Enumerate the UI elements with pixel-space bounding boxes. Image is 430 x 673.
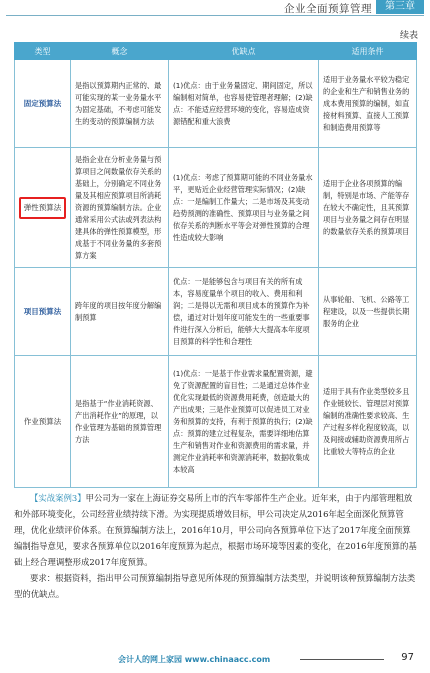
- type-cell: 固定预算法: [15, 60, 71, 148]
- case-requirement: 要求：根据资料，指出甲公司预算编制指导意见所体现的预算编制方法类型，并说明该种预算编制方法类型的优缺点。: [14, 573, 416, 599]
- practice-case: [14, 490, 418, 602]
- chapter-badge: 第三章: [376, 0, 424, 14]
- col-header-type: 类型: [15, 43, 71, 60]
- page-footer: [0, 650, 430, 670]
- conditions-cell: 适用于企业各项预算的编制，特别是市场、产能等存在较大不确定性，且其预算项目与业务量之间存在明显的数量依存关系的预算项目: [319, 148, 417, 268]
- table-row: [15, 268, 417, 356]
- type-cell: [15, 148, 71, 268]
- conditions-cell: 从事轮船、飞机、公路等工程建设，以及一些提供长期服务的企业: [319, 268, 417, 356]
- case-tag: 【实战案例3】: [30, 493, 86, 503]
- conditions-cell: 适用于具有作业类型较多且作业链较长、管理层对预算编制的准确性要求较高、生产过程多样化程度较高，以及间接或辅助资源费用所占比重较大等特点的企业: [319, 356, 417, 488]
- concept-cell: 是指企业在分析业务量与预算项目之间数量依存关系的基础上，分别确定不同业务量及其相应预算项目所消耗资源的预算编制方法。企业通常采用公式法或列表法构建具体的弹性预算模型，形成基于不同业务量的多套预算方案: [71, 148, 169, 268]
- highlighted-type-label: 弹性预算法: [19, 197, 67, 219]
- continued-label: 续表: [399, 31, 418, 41]
- header-rule: [6, 15, 424, 16]
- page-header: [0, 0, 430, 22]
- col-header-concept: 概念: [71, 43, 169, 60]
- concept-cell: 跨年度的项目按年度分解编制预算: [71, 268, 169, 356]
- pros-cons-cell: 优点：一是能够包含与项目有关的所有成本，容易度量单个项目的收入、费用和利润；二是得以无需和项目成本的预算作为补偿，通过对计划年度可能发生的一些重要事件进行深入分析后，能够大大提高本年度项目预算的科学性和合理性: [169, 268, 319, 356]
- table-row: [15, 356, 417, 488]
- book-title: 企业全面预算管理: [284, 3, 372, 15]
- concept-cell: 是指以预算期内正常的、最可能实现的某一业务量水平为固定基础，不考虑可能发生的变动的预算编制方法: [71, 60, 169, 148]
- budget-methods-table: [14, 42, 417, 488]
- type-cell: 作业预算法: [15, 356, 71, 488]
- pros-cons-cell: (1)优点：一是基于作业需求量配置资源，避免了资源配置的盲目性；二是通过总体作业优化实现最低的资源费用耗费，创造最大的产出成果；三是作业预算可以促进员工对业务和预算的支持，有利于预算的执行；(2)缺点：预算的建立过程复杂，需要详细地估算生产和销售对作业和资源费用的需求量，并测定作业消耗率和资源消耗率，数据收集成本较高: [169, 356, 319, 488]
- type-cell: 项目预算法: [15, 268, 71, 356]
- footer-slogan: 会计人的网上家园 www.chinaacc.com: [118, 655, 271, 664]
- col-header-conditions: 适用条件: [319, 43, 417, 60]
- col-header-pros-cons: 优缺点: [169, 43, 319, 60]
- concept-cell: 是指基于“作业消耗资源、产出消耗作业”的原理，以作业管理为基础的预算管理方法: [71, 356, 169, 488]
- pros-cons-cell: (1)优点：由于业务量固定、期间固定，所以编制相对简单，也容易使管理者理解；(2)缺点：不能适应经营环境的变化，容易造成资源错配和重大浪费: [169, 60, 319, 148]
- table-row: [15, 148, 417, 268]
- conditions-cell: 适用于业务量水平较为稳定的企业和生产和销售业务的成本费用预算的编制，如直接材料预算、直接人工预算和制造费用预算等: [319, 60, 417, 148]
- table-row: [15, 60, 417, 148]
- page-number: 97: [401, 652, 414, 663]
- case-text: 甲公司为一家在上海证券交易所上市的汽车零部件生产企业。近年来，由于内部管理粗放和外部环境变化，公司经营业绩持续下滑。为实现提质增效目标，甲公司决定从2016年起全面深化预算管理，优化业绩评价体系。在预算编制方法上，2016年10月，甲公司向各预算单位下达了2017年度全面预算编制指导意见，要求各预算单位以2016年度预算为起点，根据市场环境等因素的变化，在2016年度预算的基础上经合理调整形成2017年度预算。: [14, 493, 417, 567]
- table-header-row: [15, 43, 417, 60]
- pros-cons-cell: (1)优点：考虑了预算期可能的不同业务量水平，更贴近企业经营管理实际情况；(2)缺点：一是编制工作量大；二是市场及其变动趋势预测的准确性、预算项目与业务量之间依存关系的判断水平等会对弹性预算的合理性造成较大影响: [169, 148, 319, 268]
- footer-rule: [300, 659, 384, 660]
- case-paragraph: [14, 490, 418, 570]
